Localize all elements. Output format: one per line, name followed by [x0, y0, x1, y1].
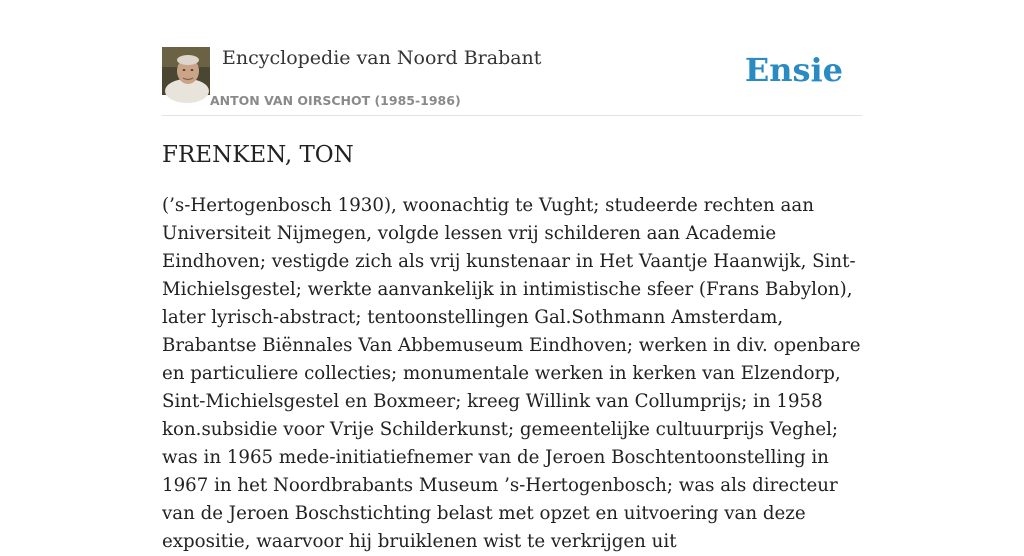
- entry-body: (’s-Hertogenbosch 1930), woonachtig te Vught; studeerde rechten aan Universiteit Nijmegen, volgde lessen vrij schilderen aan Academie Eindhoven; vestigde zich als vrij kunstenaar in Het Vaantje Haanwijk, Sint-Michielsgestel; werkte aanvankelijk in intimistische sfeer (Frans Babylon), later lyrisch-abstract; tentoonstellingen Gal.Sothmann Amsterdam, Brabantse Biënnales Van Abbemuseum Eindhoven; werken in div. openbare en particuliere collecties; monumentale werken in kerken van Elzendorp, Sint-Michielsgestel en Boxmeer; kreeg Willink van Collumprijs; in 1958 kon.subsidie voor Vrije Schilderkunst; gemeentelijke cultuurprijs Veghel; was in 1965 mede-initiatiefnemer van de Jeroen Boschtentoonstelling in 1967 in het Noordbrabants Museum ’s-Hertogenbosch; was als directeur van de Jeroen Boschstichting belast met opzet en uitvoering van deze expositie, waarvoor hij bruiklenen wist te verkrijgen uit: [162, 195, 861, 552]
- ensie-logo[interactable]: Ensie: [744, 51, 843, 89]
- author-name[interactable]: ANTON VAN OIRSCHOT (1985-1986): [210, 93, 461, 108]
- author-avatar[interactable]: [162, 47, 210, 95]
- author-portrait-icon: [162, 47, 210, 95]
- entry-title: FRENKEN, TON: [162, 142, 354, 168]
- source-title[interactable]: Encyclopedie van Noord Brabant: [222, 47, 542, 69]
- header-divider: [162, 115, 862, 116]
